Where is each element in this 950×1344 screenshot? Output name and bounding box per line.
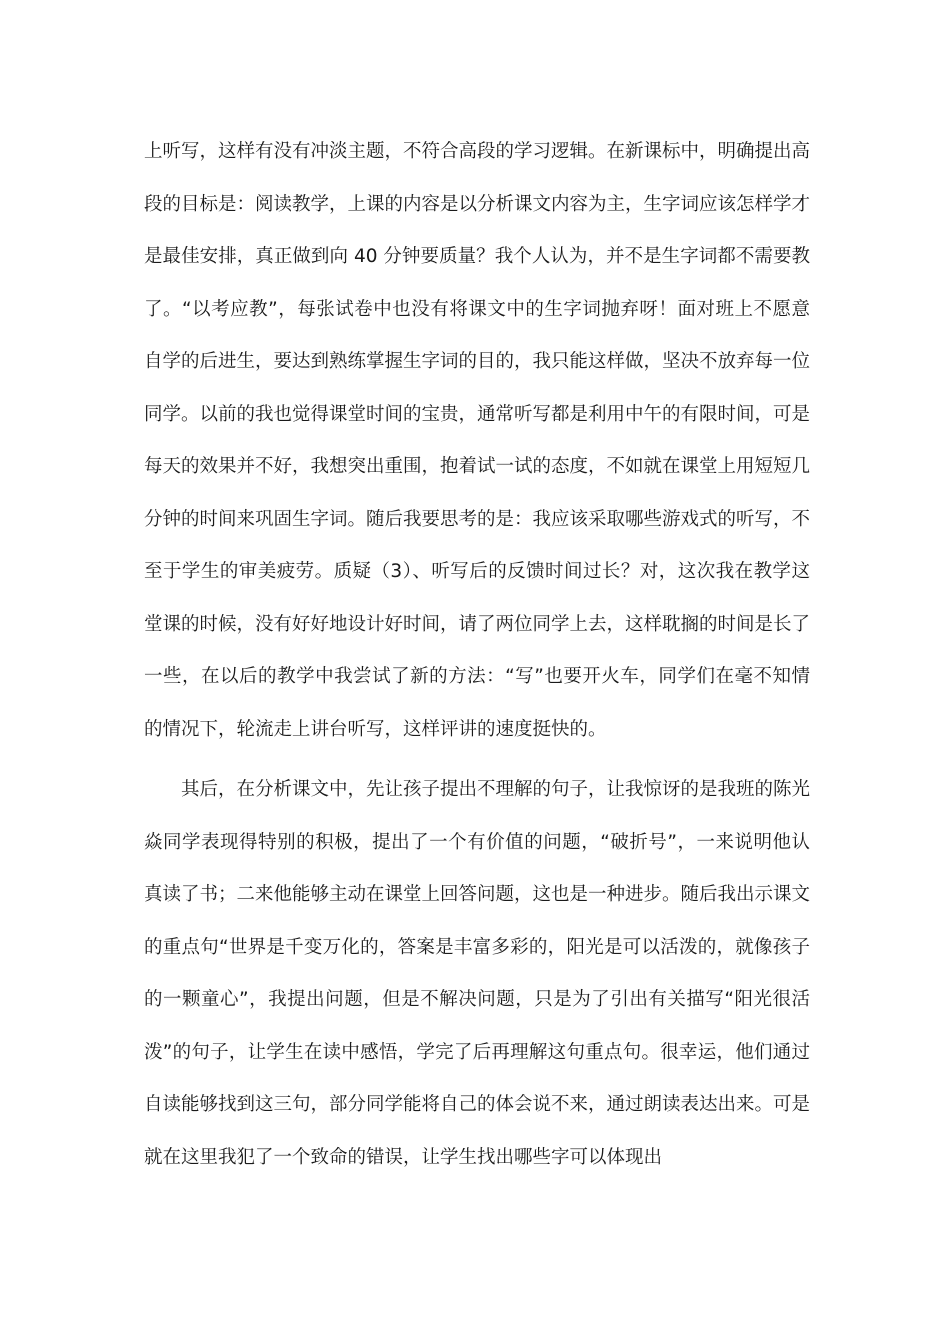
- paragraph-continuation: 上听写，这样有没有冲淡主题，不符合高段的学习逻辑。在新课标中，明确提出高段的目标是：阅读教学，上课的内容是以分析课文内容为主，生字词应该怎样学才是最佳安排，真正做到向 40 分钟要质量？我个人认为，并不是生字词都不需要教了。“以考应教”，每张试卷中也没有将课文中的生字词抛弃呀！面对班上不愿意自学的后进生，要达到熟练掌握生字词的目的，我只能这样做，坚决不放弃每一位同学。以前的我也觉得课堂时间的宝贵，通常听写都是利用中午的有限时间，可是每天的效果并不好，我想突出重围，抱着试一试的态度，不如就在课堂上用短短几分钟的时间来巩固生字词。随后我要思考的是：我应该采取哪些游戏式的听写，不至于学生的审美疲劳。质疑（3）、听写后的反馈时间过长？对，这次我在教学这堂课的时候，没有好好地设计好时间，请了两位同学上去，这样耽搁的时间是长了一些，在以后的教学中我尝试了新的方法：“写”也要开火车，同学们在毫不知情的情况下，轮流走上讲台听写，这样评讲的速度挺快的。: [144, 141, 811, 740]
- paragraph-analysis: 其后，在分析课文中，先让孩子提出不理解的句子，让我惊讶的是我班的陈光焱同学表现得特别的积极，提出了一个有价值的问题，“破折号”，一来说明他认真读了书；二来他能够主动在课堂上回答问题，这也是一种进步。随后我出示课文的重点句“世界是千变万化的，答案是丰富多彩的，阳光是可以活泼的，就像孩子的一颗童心”，我提出问题，但是不解决问题，只是为了引出有关描写“阳光很活泼”的句子，让学生在读中感悟，学完了后再理解这句重点句。很幸运，他们通过自读能够找到这三句，部分同学能将自己的体会说不来，通过朗读表达出来。可是就在这里我犯了一个致命的错误，让学生找出哪些字可以体现出: [144, 779, 811, 1168]
- document-body: [144, 126, 810, 1184]
